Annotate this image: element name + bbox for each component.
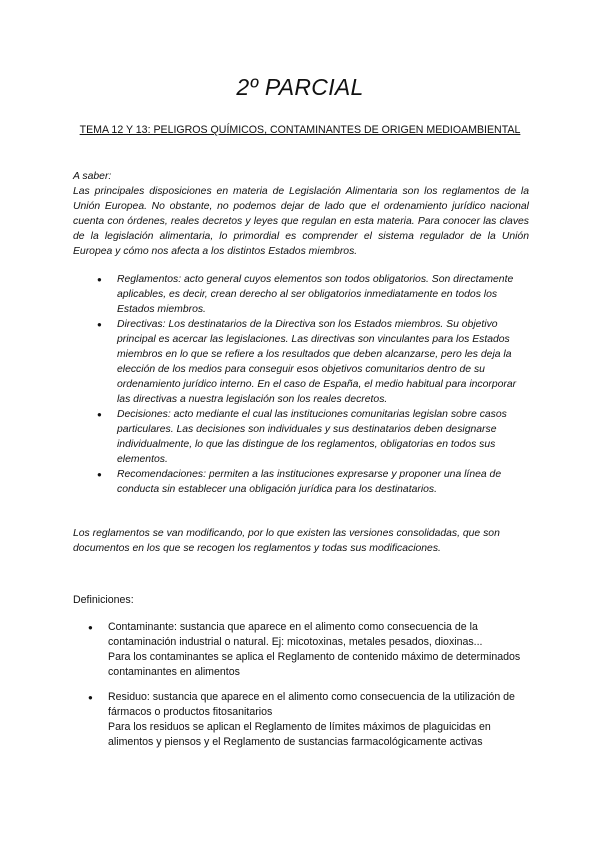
list-item-recomendaciones: ● Recomendaciones: permiten a las instituciones expresarse y proponer una línea de conducta sin establecer una obligación jurídica para los destinatarios. — [117, 467, 529, 497]
legal-types-list — [117, 272, 529, 497]
definition-text: ● Contaminante: sustancia que aparece en el alimento como consecuencia de la contaminación industrial o natural. Ej: micotoxinas, metales pesados, dioxinas... — [108, 621, 483, 648]
page-title: 2º PARCIAL — [236, 74, 364, 100]
intro-paragraph: Las principales disposiciones en materia de Legislación Alimentaria son los reglamentos de la Unión Europea. No obstante, no podemos dejar de lado que el ordenamiento jurídico nacional cuenta con órdenes, reales decretos y leyes que regulan en esta materia. Para conocer las claves de la legislación alimentaria, lo primordial es comprender el sistema regulador de la Unión Europea y cómo nos afecta a los distintos Estados miembros. — [73, 186, 529, 257]
definitions-heading: Definiciones: — [73, 594, 134, 606]
list-item-reglamentos: ● Reglamentos: acto general cuyos elementos son todos obligatorios. Son directamente aplicables, es decir, crean derecho al ser obligatorios inmediatamente en todos los Estados miembros. — [117, 272, 529, 317]
list-item-directivas: ● Directivas: Los destinatarios de la Directiva son los Estados miembros. Su objetivo principal es acercar las legislaciones. Las directivas son vinculantes para los Estados miembros en lo que se refiere a los resultados que deben alcanzarse, pero les deja la elección de los medios para conseguir esos objetivos comunitarios dentro de su ordenamiento jurídico interno. En el caso de España, el medio habitual para incorporar las directivas a nuestra legislación son los reales decretos. — [117, 317, 529, 407]
intro-lead: A saber: — [73, 171, 112, 182]
closing-paragraph: Los reglamentos se van modificando, por lo que existen las versiones consolidadas, que son documentos en los que se recogen los reglamentos y todas sus modificaciones. — [73, 528, 500, 554]
intro-section — [73, 169, 529, 259]
list-item-decisiones: ● Decisiones: acto mediante el cual las instituciones comunitarias legislan sobre casos particulares. Las decisiones son individuales y sus destinatarios deben designarse individualmente, lo que las distingue de los reglamentos, obligatorias en todos sus elementos. — [117, 407, 529, 467]
topic-heading: TEMA 12 Y 13: PELIGROS QUÍMICOS, CONTAMINANTES DE ORIGEN MEDIOAMBIENTAL — [79, 124, 521, 136]
definition-note: Para los residuos se aplican el Reglamento de límites máximos de plaguicidas en alimentos y piensos y el Reglamento de sustancias farmacológicamente activas — [108, 721, 491, 748]
definition-note: Para los contaminantes se aplica el Reglamento de contenido máximo de determinados contaminantes en alimentos — [108, 651, 521, 678]
definition-text: ● Residuo: sustancia que aparece en el alimento como consecuencia de la utilización de fármacos o productos fitosanitarios — [108, 691, 515, 718]
definition-item-contaminante — [108, 620, 528, 680]
definition-item-residuo — [108, 690, 528, 750]
definitions-list — [108, 620, 528, 760]
